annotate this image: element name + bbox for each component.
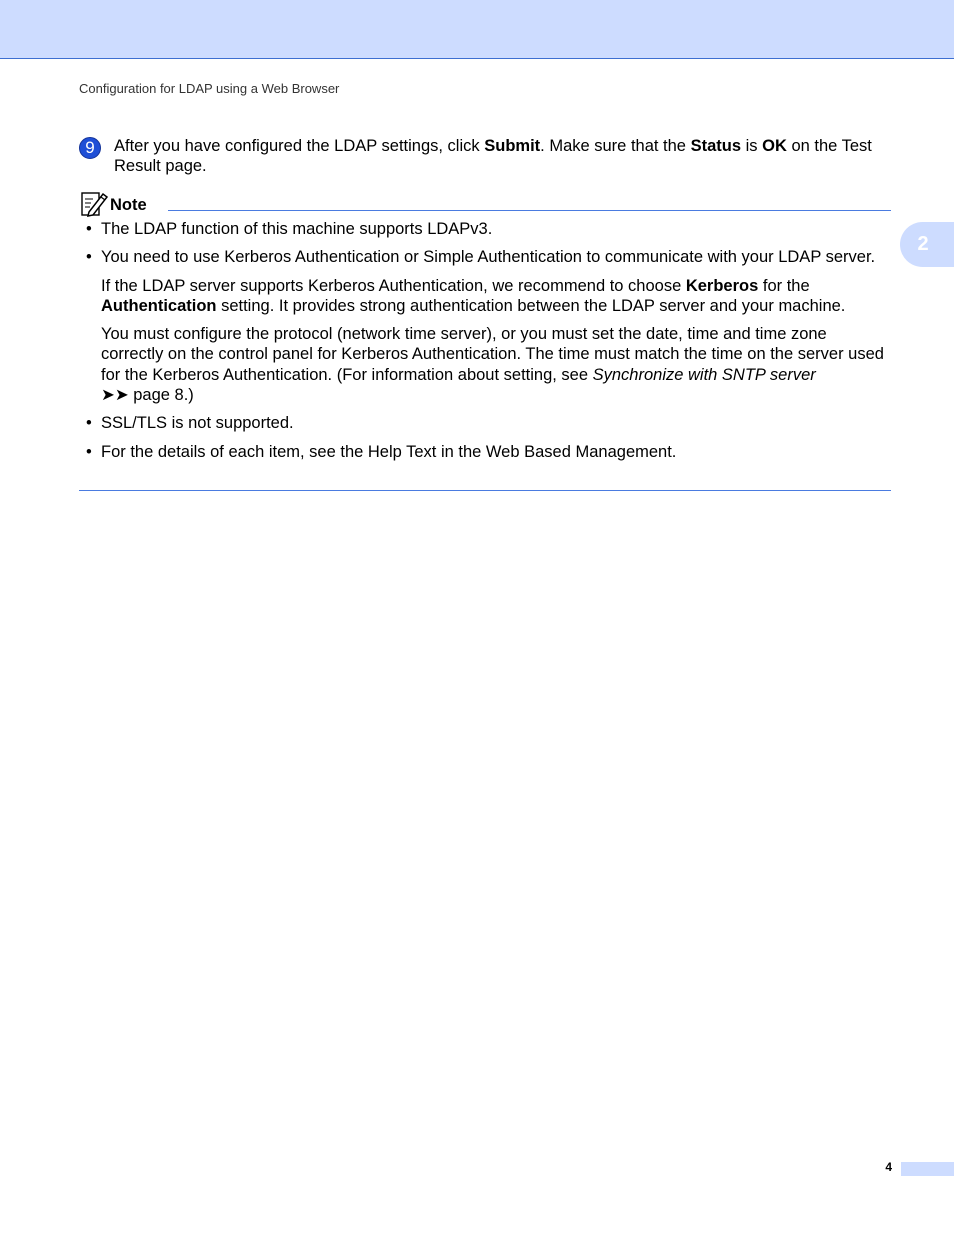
step-number-badge xyxy=(79,137,101,159)
kerberos-term: Kerberos xyxy=(685,276,759,295)
step-text-part: . Make sure that the xyxy=(540,137,691,155)
note-header xyxy=(79,190,891,212)
note-body xyxy=(79,219,891,470)
step-text-part: After you have configured the LDAP settings, click xyxy=(114,137,485,155)
paragraph-text: If the LDAP server supports Kerberos Authentication, we recommend to choose xyxy=(101,276,686,295)
running-header: Configuration for LDAP using a Web Browser xyxy=(79,81,340,96)
note-item-text: SSL/TLS is not supported. xyxy=(101,414,294,433)
note-label: Note xyxy=(110,196,147,214)
paragraph-text: You must configure the protocol (network time server), or you must set the date, time and time zone correctly on the control panel for Kerberos Authentication. The time must match the time on the server used for the Kerberos Authentication. (For information about setting, see xyxy=(101,325,884,384)
note-end-divider xyxy=(79,490,891,491)
note-divider xyxy=(168,210,891,211)
note-item xyxy=(79,442,891,462)
page-number: 4 xyxy=(885,1160,892,1174)
double-arrow-icon: ➤➤ xyxy=(101,386,129,405)
sntp-cross-reference-link[interactable]: Synchronize with SNTP server xyxy=(592,365,816,384)
note-item-text: For the details of each item, see the Help Text in the Web Based Management. xyxy=(101,442,677,461)
step-text-part: is xyxy=(741,137,763,155)
paragraph-text: for the xyxy=(758,276,810,295)
note-list xyxy=(79,219,891,462)
paragraph-text: setting. It provides strong authentication between the LDAP server and your machine. xyxy=(216,296,846,315)
header-band xyxy=(0,0,954,59)
step-9 xyxy=(79,136,891,176)
ok-term: OK xyxy=(762,137,787,155)
note-item-text: You need to use Kerberos Authentication or Simple Authentication to communicate with your LDAP server. xyxy=(101,248,876,267)
authentication-term: Authentication xyxy=(101,296,217,315)
step-text xyxy=(114,136,891,176)
status-term: Status xyxy=(690,137,742,155)
note-item xyxy=(79,247,891,405)
note-item-text: The LDAP function of this machine supports LDAPv3. xyxy=(101,220,493,238)
kerberos-paragraph xyxy=(101,276,891,317)
chapter-tab xyxy=(900,222,954,267)
paragraph-text: page 8.) xyxy=(128,386,194,405)
step-text-part: on the Test Result page. xyxy=(114,137,872,175)
sntp-paragraph xyxy=(101,324,891,405)
note-item xyxy=(79,413,891,433)
page-number-bar xyxy=(901,1162,954,1176)
chapter-number: 2 xyxy=(917,233,929,255)
submit-term: Submit xyxy=(484,137,541,155)
step-number: 9 xyxy=(85,138,95,157)
note-item xyxy=(79,219,891,239)
